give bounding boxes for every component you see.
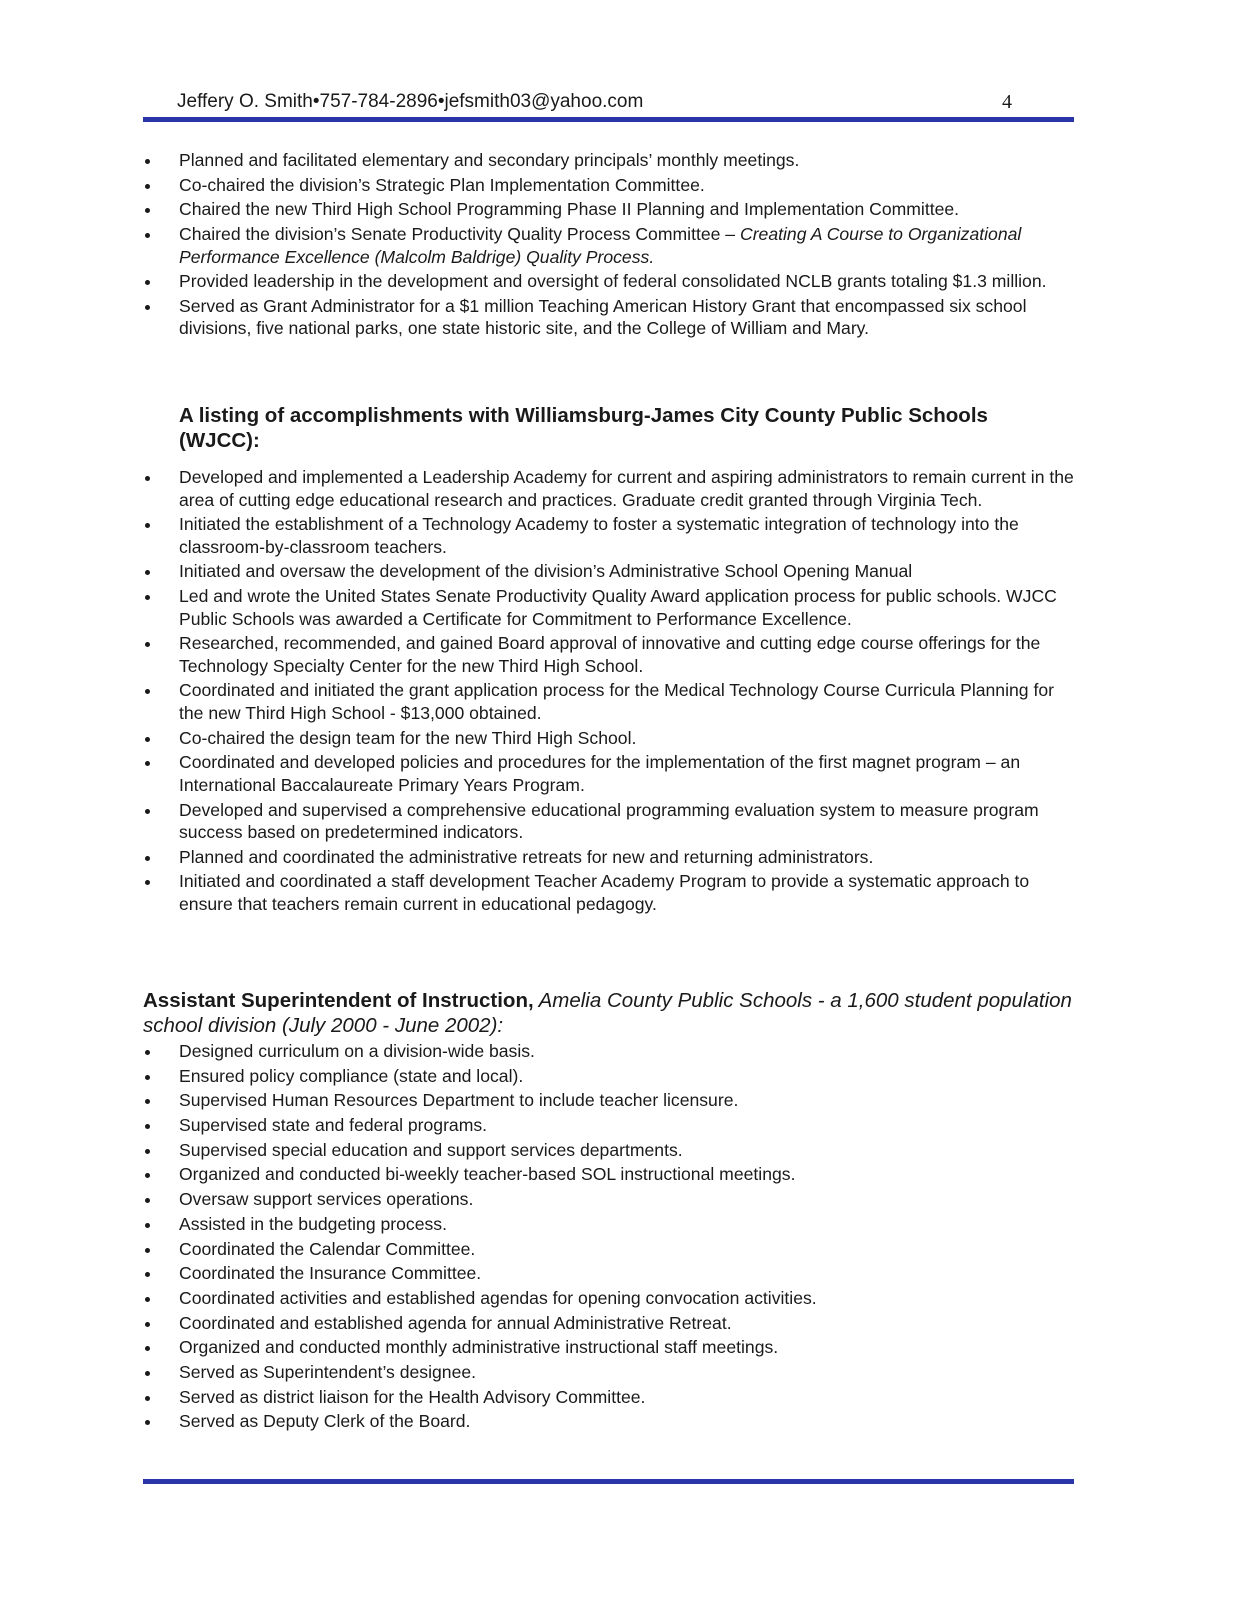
list-item: Designed curriculum on a division-wide basis. — [143, 1040, 1074, 1063]
list-item — [143, 223, 1074, 268]
list-item: Coordinated and established agenda for annual Administrative Retreat. — [143, 1312, 1074, 1335]
page-header — [177, 90, 1012, 116]
list-item: Co-chaired the division’s Strategic Plan Implementation Committee. — [143, 174, 1074, 197]
section-wjcc — [143, 466, 1074, 918]
list-item: Coordinated and developed policies and procedures for the implementation of the first magnet program – an International Baccalaureate Primary Years Program. — [143, 751, 1074, 796]
list-item: Served as district liaison for the Health Advisory Committee. — [143, 1386, 1074, 1409]
list-item: Led and wrote the United States Senate Productivity Quality Award application process for public schools. WJCC Public Schools was awarded a Certificate for Commitment to Performance Excellence. — [143, 585, 1074, 630]
wjcc-heading: A listing of accomplishments with Williamsburg-James City County Public Schools (WJCC): — [179, 404, 988, 452]
header-rule — [143, 117, 1074, 122]
list-item: Initiated and oversaw the development of the division’s Administrative School Opening Manual — [143, 560, 1074, 583]
job-detail: Amelia County Public Schools - a 1,600 student population school division (July 2000 - June 2002): — [143, 989, 1072, 1037]
list-item: Supervised special education and support services departments. — [143, 1139, 1074, 1162]
list-item: Oversaw support services operations. — [143, 1188, 1074, 1211]
list-item: Supervised Human Resources Department to include teacher licensure. — [143, 1089, 1074, 1112]
list-item: Developed and implemented a Leadership Academy for current and aspiring administrators to remain current in the area of cutting edge educational research and practices. Graduate credit granted through Virginia Tech. — [143, 466, 1074, 511]
prior-duties-list — [143, 149, 1074, 340]
list-item: Ensured policy compliance (state and local). — [143, 1065, 1074, 1088]
list-item: Served as Deputy Clerk of the Board. — [143, 1410, 1074, 1433]
section-prior-duties — [143, 149, 1074, 342]
list-item: Organized and conducted monthly administrative instructional staff meetings. — [143, 1336, 1074, 1359]
list-item: Coordinated and initiated the grant application process for the Medical Technology Course Curricula Planning for the new Third High School - $13,000 obtained. — [143, 679, 1074, 724]
list-item: Coordinated activities and established agendas for opening convocation activities. — [143, 1287, 1074, 1310]
list-item: Researched, recommended, and gained Board approval of innovative and cutting edge course offerings for the Technology Specialty Center for the new Third High School. — [143, 632, 1074, 677]
list-item: Planned and facilitated elementary and secondary principals’ monthly meetings. — [143, 149, 1074, 172]
footer-rule — [143, 1479, 1074, 1484]
amelia-heading — [143, 988, 1074, 1038]
list-item: Coordinated the Insurance Committee. — [143, 1262, 1074, 1285]
list-item: Initiated the establishment of a Technology Academy to foster a systematic integration of technology into the classroom-by-classroom teachers. — [143, 513, 1074, 558]
list-item: Initiated and coordinated a staff development Teacher Academy Program to provide a systematic approach to ensure that teachers remain current in educational pedagogy. — [143, 870, 1074, 915]
list-item: Served as Superintendent’s designee. — [143, 1361, 1074, 1384]
wjcc-list — [143, 466, 1074, 915]
list-item-text: Chaired the division’s Senate Productivity Quality Process Committee – — [179, 224, 740, 245]
list-item: Chaired the new Third High School Programming Phase II Planning and Implementation Committee. — [143, 198, 1074, 221]
amelia-list — [143, 1040, 1074, 1433]
page-number: 4 — [1002, 91, 1012, 113]
list-item-italic: Creating A Course to Organizational Performance Excellence (Malcolm Baldrige) Quality Process. — [179, 224, 1022, 267]
list-item: Assisted in the budgeting process. — [143, 1213, 1074, 1236]
list-item: Supervised state and federal programs. — [143, 1114, 1074, 1137]
section-amelia — [143, 1040, 1074, 1435]
list-item: Planned and coordinated the administrative retreats for new and returning administrators. — [143, 846, 1074, 869]
list-item: Organized and conducted bi-weekly teacher-based SOL instructional meetings. — [143, 1163, 1074, 1186]
list-item: Served as Grant Administrator for a $1 million Teaching American History Grant that encompassed six school divisions, five national parks, one state historic site, and the College of William and Mary. — [143, 295, 1074, 340]
list-item: Co-chaired the design team for the new Third High School. — [143, 727, 1074, 750]
list-item: Provided leadership in the development and oversight of federal consolidated NCLB grants totaling $1.3 million. — [143, 270, 1074, 293]
list-item: Developed and supervised a comprehensive educational programming evaluation system to measure program success based on predetermined indicators. — [143, 799, 1074, 844]
job-title: Assistant Superintendent of Instruction, — [143, 989, 534, 1012]
contact-line: Jeffery O. Smith•757-784-2896•jefsmith03@yahoo.com — [177, 91, 644, 112]
list-item: Coordinated the Calendar Committee. — [143, 1238, 1074, 1261]
